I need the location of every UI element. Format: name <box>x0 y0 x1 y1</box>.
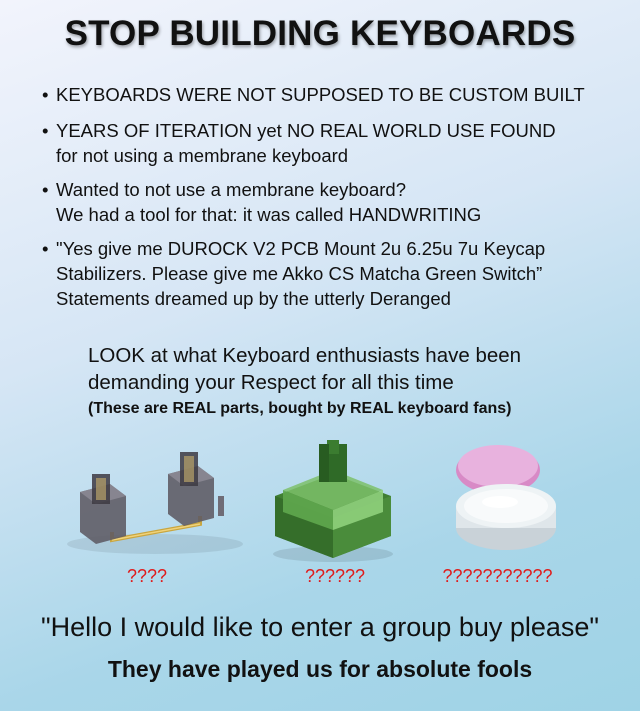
bullet-list <box>44 82 624 320</box>
bullet-dot: • <box>42 238 49 259</box>
look-heading <box>88 342 608 396</box>
bullet-text: YEARS OF ITERATION yet NO REAL WORLD USE FOUND <box>56 120 556 141</box>
lube-label: ??????????? <box>442 566 553 586</box>
group-buy-quote: "Hello I would like to enter a group buy please" <box>41 612 599 642</box>
bullet-dot: • <box>42 120 49 141</box>
bullet-dot: • <box>42 179 49 200</box>
bullet-dot: • <box>42 84 49 105</box>
bullet-text: Stabilizers. Please give me Akko CS Matcha Green Switch” <box>56 263 543 284</box>
bullet-text: We had a tool for that: it was called HANDWRITING <box>56 204 482 225</box>
bullet-item <box>44 82 624 107</box>
bullet-text: KEYBOARDS WERE NOT SUPPOSED TO BE CUSTOM BUILT <box>56 84 585 105</box>
real-parts-note: (These are REAL parts, bought by REAL keyboard fans) <box>88 400 512 417</box>
switch-image <box>265 436 400 564</box>
bullet-text: Wanted to not use a membrane keyboard? <box>56 179 406 200</box>
bullet-text: "Yes give me DUROCK V2 PCB Mount 2u 6.25u 7u Keycap <box>56 238 546 259</box>
bullet-text: for not using a membrane keyboard <box>56 145 349 166</box>
bullet-item <box>44 118 624 168</box>
stabilizer-image <box>60 444 250 562</box>
lube-jar-image <box>440 440 568 558</box>
look-line: LOOK at what Keyboard enthusiasts have been <box>88 344 522 367</box>
bullet-item <box>44 236 624 311</box>
page-title: STOP BUILDING KEYBOARDS <box>64 14 576 53</box>
switch-label: ?????? <box>304 566 366 586</box>
look-line: demanding your Respect for all this time <box>88 371 454 394</box>
stabilizer-label: ???? <box>126 566 168 586</box>
bullet-item <box>44 177 624 227</box>
fools-caption: They have played us for absolute fools <box>107 656 533 682</box>
bullet-text: Statements dreamed up by the utterly Deranged <box>56 288 451 309</box>
